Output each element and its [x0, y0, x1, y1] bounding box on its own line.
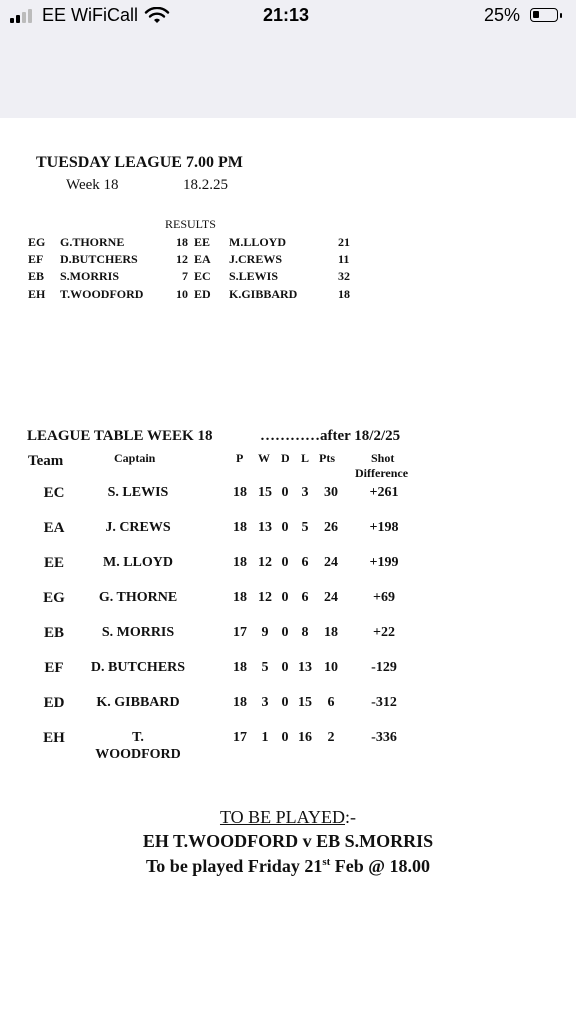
league-table-title: LEAGUE TABLE WEEK 18	[27, 428, 213, 444]
wifi-icon	[144, 7, 170, 25]
col-header-captain: Captain	[114, 451, 156, 465]
carrier-label: EE WiFiCall	[42, 5, 139, 25]
table-cell-p: 18	[233, 660, 247, 675]
table-cell-pts: 6	[327, 695, 335, 710]
signal-icon	[10, 9, 36, 23]
result-score-home: 10	[176, 287, 188, 301]
table-cell-p: 18	[233, 555, 247, 570]
table-cell-diff: -312	[371, 695, 397, 710]
table-cell-team: EB	[43, 625, 64, 641]
table-cell-captain: S. MORRIS	[101, 625, 175, 640]
table-cell-captain: K. GIBBARD	[96, 695, 180, 710]
result-name-away: S.LEWIS	[229, 269, 279, 283]
table-cell-diff: +69	[373, 590, 395, 605]
table-cell-w: 13	[258, 520, 272, 535]
table-cell-pts: 2	[327, 730, 335, 745]
table-cell-captain-line2: WOODFORD	[95, 747, 181, 762]
table-cell-w: 15	[258, 485, 272, 500]
table-cell-w: 1	[261, 730, 269, 745]
result-name-home: G.THORNE	[60, 235, 125, 249]
table-cell-p: 17	[233, 730, 247, 745]
table-cell-captain: S. LEWIS	[107, 485, 169, 500]
table-cell-team: EF	[44, 660, 64, 676]
table-cell-d: 0	[281, 695, 289, 710]
table-cell-team: EH	[43, 730, 65, 746]
clock-time: 21:13	[263, 5, 310, 25]
table-cell-d: 0	[281, 555, 289, 570]
result-name-away: J.CREWS	[229, 252, 283, 266]
week-date: 18.2.25	[183, 177, 228, 193]
result-name-away: M.LLOYD	[229, 235, 286, 249]
table-cell-p: 18	[233, 520, 247, 535]
table-cell-d: 0	[281, 660, 289, 675]
result-name-away: K.GIBBARD	[229, 287, 298, 301]
page-title: TUESDAY LEAGUE 7.00 PM	[36, 154, 243, 171]
table-cell-w: 9	[261, 625, 269, 640]
table-cell-p: 18	[233, 590, 247, 605]
table-cell-diff: +199	[369, 555, 399, 570]
table-cell-l: 15	[298, 695, 312, 710]
table-cell-l: 13	[298, 660, 312, 675]
result-score-home: 7	[182, 269, 188, 283]
result-score-away: 18	[338, 287, 350, 301]
result-code-away: ED	[194, 287, 211, 301]
table-cell-diff: -129	[371, 660, 397, 675]
battery-icon	[530, 8, 558, 22]
results-heading: RESULTS	[165, 217, 216, 231]
table-cell-l: 5	[301, 520, 309, 535]
table-cell-diff: +22	[373, 625, 395, 640]
table-cell-captain: D. BUTCHERS	[90, 660, 186, 675]
col-header-p: P	[236, 451, 244, 465]
table-cell-team: EE	[43, 555, 64, 571]
table-cell-l: 3	[301, 485, 309, 500]
table-cell-p: 18	[233, 695, 247, 710]
result-score-away: 32	[338, 269, 350, 283]
table-cell-pts: 18	[324, 625, 338, 640]
result-code-away: EC	[194, 269, 211, 283]
result-score-home: 18	[176, 235, 188, 249]
result-score-home: 12	[176, 252, 188, 266]
result-score-away: 21	[338, 235, 350, 249]
table-cell-p: 18	[233, 485, 247, 500]
table-cell-diff: +261	[369, 485, 399, 500]
table-cell-l: 6	[301, 590, 309, 605]
col-header-l: L	[301, 451, 310, 465]
table-cell-d: 0	[281, 520, 289, 535]
col-header-shot: Shot	[371, 451, 395, 465]
fixture-line: EH T.WOODFORD v EB S.MORRIS	[142, 831, 434, 851]
table-cell-team: ED	[43, 695, 65, 711]
result-code-home: EF	[28, 252, 44, 266]
col-header-d: D	[281, 451, 290, 465]
col-header-pts: Pts	[319, 451, 335, 465]
result-code-away: EA	[194, 252, 211, 266]
fixture-date: To be played Friday 21st Feb @ 18.00	[145, 856, 431, 876]
table-cell-p: 17	[233, 625, 247, 640]
result-name-home: T.WOODFORD	[60, 287, 144, 301]
result-code-away: EE	[194, 235, 211, 249]
result-code-home: EG	[28, 235, 46, 249]
table-cell-team: EG	[43, 590, 65, 606]
league-table-after: …………after 18/2/25	[260, 428, 401, 444]
result-name-home: S.MORRIS	[60, 269, 120, 283]
table-cell-w: 12	[258, 590, 272, 605]
table-cell-captain: M. LLOYD	[103, 555, 173, 570]
to-be-played-heading: TO BE PLAYED:-	[219, 807, 356, 827]
table-cell-w: 3	[261, 695, 269, 710]
col-header-difference: Difference	[355, 466, 409, 480]
table-cell-captain: T.	[132, 730, 144, 745]
table-cell-pts: 24	[324, 590, 338, 605]
col-header-w: W	[258, 451, 270, 465]
result-code-home: EB	[28, 269, 45, 283]
result-score-away: 11	[338, 252, 350, 266]
table-cell-d: 0	[281, 625, 289, 640]
table-cell-l: 8	[301, 625, 309, 640]
result-name-home: D.BUTCHERS	[60, 252, 138, 266]
week-label: Week 18	[66, 177, 119, 193]
table-cell-d: 0	[281, 730, 289, 745]
table-cell-d: 0	[281, 590, 289, 605]
table-cell-w: 12	[258, 555, 272, 570]
table-cell-pts: 30	[324, 485, 338, 500]
table-cell-w: 5	[261, 660, 269, 675]
table-cell-d: 0	[281, 485, 289, 500]
table-cell-l: 16	[298, 730, 312, 745]
result-code-home: EH	[28, 287, 46, 301]
table-cell-captain: G. THORNE	[98, 590, 178, 605]
table-cell-diff: -336	[371, 730, 397, 745]
table-cell-diff: +198	[369, 520, 399, 535]
table-cell-pts: 10	[324, 660, 338, 675]
table-cell-team: EA	[43, 520, 65, 536]
table-cell-team: EC	[43, 485, 65, 501]
battery-percent: 25%	[484, 5, 521, 25]
table-cell-l: 6	[301, 555, 309, 570]
table-cell-pts: 24	[324, 555, 338, 570]
table-cell-pts: 26	[324, 520, 338, 535]
col-header-team: Team	[28, 453, 64, 469]
table-cell-captain: J. CREWS	[105, 520, 171, 535]
